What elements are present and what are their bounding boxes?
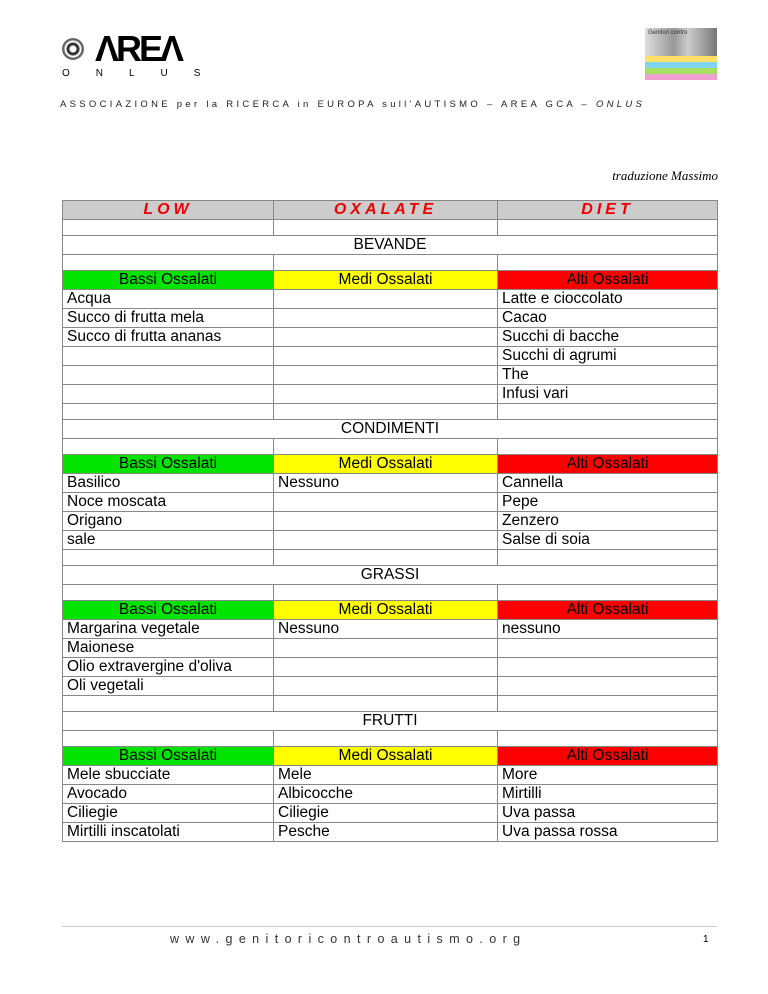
food-row (63, 385, 718, 404)
food-cell: Nessuno (274, 620, 498, 639)
blank-cell (63, 439, 274, 455)
title-oxalate: OXALATE (274, 201, 498, 220)
food-cell: Uva passa (498, 804, 718, 823)
food-row (63, 804, 718, 823)
banner-title: Genitori contro (648, 30, 688, 36)
blank-cell (274, 439, 498, 455)
label-med: Medi Ossalati (274, 271, 498, 290)
food-cell (274, 347, 498, 366)
food-cell (274, 658, 498, 677)
level-header-row (63, 455, 718, 474)
food-cell: Pesche (274, 823, 498, 842)
blank-cell (274, 255, 498, 271)
blank-cell (498, 255, 718, 271)
title-diet: DIET (498, 201, 718, 220)
food-cell: Oli vegetali (63, 677, 274, 696)
section-row (63, 712, 718, 731)
food-cell: The (498, 366, 718, 385)
area-logo (62, 28, 227, 80)
blank-cell (498, 439, 718, 455)
food-cell (63, 347, 274, 366)
label-high: Alti Ossalati (498, 455, 718, 474)
food-cell: Succhi di bacche (498, 328, 718, 347)
food-cell: Ciliegie (63, 804, 274, 823)
food-cell: Infusi vari (498, 385, 718, 404)
blank-cell (63, 404, 274, 420)
blank-cell (63, 255, 274, 271)
label-med: Medi Ossalati (274, 747, 498, 766)
food-cell (274, 639, 498, 658)
food-cell: Mele sbucciate (63, 766, 274, 785)
title-row (63, 201, 718, 220)
blank-cell (274, 731, 498, 747)
blank-cell (274, 220, 498, 236)
food-row (63, 474, 718, 493)
food-row (63, 823, 718, 842)
food-row (63, 309, 718, 328)
footer-url: www.genitoricontroautismo.org (170, 932, 527, 946)
label-high: Alti Ossalati (498, 747, 718, 766)
label-med: Medi Ossalati (274, 455, 498, 474)
food-cell (274, 290, 498, 309)
food-cell: Salse di soia (498, 531, 718, 550)
food-cell (274, 385, 498, 404)
food-cell: Basilico (63, 474, 274, 493)
food-cell (274, 309, 498, 328)
level-header-row (63, 601, 718, 620)
food-cell (274, 531, 498, 550)
food-cell (498, 677, 718, 696)
blank-cell (498, 550, 718, 566)
section-title: GRASSI (63, 566, 718, 585)
label-low: Bassi Ossalati (63, 455, 274, 474)
food-cell (274, 512, 498, 531)
food-row (63, 677, 718, 696)
section-row (63, 566, 718, 585)
food-row (63, 512, 718, 531)
label-low: Bassi Ossalati (63, 747, 274, 766)
header-main: ASSOCIAZIONE per la RICERCA in EUROPA sull'AUTISMO – AREA GCA – (60, 99, 596, 110)
banner-photo (645, 28, 717, 56)
title-low: LOW (63, 201, 274, 220)
food-cell (498, 658, 718, 677)
blank-cell (63, 696, 274, 712)
food-row (63, 785, 718, 804)
food-row (63, 531, 718, 550)
food-cell: Pepe (498, 493, 718, 512)
food-cell: Latte e cioccolato (498, 290, 718, 309)
footer-rule (62, 926, 717, 927)
food-row (63, 766, 718, 785)
food-cell: Cannella (498, 474, 718, 493)
label-high: Alti Ossalati (498, 271, 718, 290)
food-cell (274, 677, 498, 696)
food-cell: Mele (274, 766, 498, 785)
blank-row (63, 404, 718, 420)
food-row (63, 658, 718, 677)
blank-cell (498, 404, 718, 420)
blank-cell (498, 220, 718, 236)
level-header-row (63, 271, 718, 290)
blank-cell (63, 731, 274, 747)
food-cell: nessuno (498, 620, 718, 639)
food-cell: sale (63, 531, 274, 550)
food-cell: Succo di frutta ananas (63, 328, 274, 347)
food-cell: Acqua (63, 290, 274, 309)
food-cell (274, 493, 498, 512)
food-cell: Succhi di agrumi (498, 347, 718, 366)
food-cell: Mirtilli (498, 785, 718, 804)
food-cell: Margarina vegetale (63, 620, 274, 639)
blank-cell (498, 731, 718, 747)
food-cell: Mirtilli inscatolati (63, 823, 274, 842)
food-cell (274, 366, 498, 385)
level-header-row (63, 747, 718, 766)
label-low: Bassi Ossalati (63, 601, 274, 620)
section-title: FRUTTI (63, 712, 718, 731)
blank-cell (63, 550, 274, 566)
food-cell: Nessuno (274, 474, 498, 493)
blank-row (63, 585, 718, 601)
blank-cell (274, 404, 498, 420)
blank-cell (498, 696, 718, 712)
food-row (63, 328, 718, 347)
food-cell: Cacao (498, 309, 718, 328)
section-title: BEVANDE (63, 236, 718, 255)
food-cell: Noce moscata (63, 493, 274, 512)
food-row (63, 290, 718, 309)
food-cell: Albicocche (274, 785, 498, 804)
page-number: 1 (703, 934, 709, 945)
translation-note: traduzione Massimo (612, 168, 718, 183)
oxalate-table (62, 200, 718, 842)
food-cell (498, 639, 718, 658)
food-cell: Origano (63, 512, 274, 531)
blank-row (63, 255, 718, 271)
eye-icon (62, 38, 84, 60)
food-cell: Uva passa rossa (498, 823, 718, 842)
food-row (63, 620, 718, 639)
food-cell: Ciliegie (274, 804, 498, 823)
food-cell: Succo di frutta mela (63, 309, 274, 328)
association-header (60, 99, 645, 110)
food-cell (274, 328, 498, 347)
food-cell: Avocado (63, 785, 274, 804)
food-row (63, 347, 718, 366)
header-onlus: ONLUS (595, 99, 646, 110)
blank-cell (498, 585, 718, 601)
logo-word: ΛREΛ (95, 28, 182, 69)
section-title: CONDIMENTI (63, 420, 718, 439)
food-row (63, 639, 718, 658)
food-cell: Olio extravergine d'oliva (63, 658, 274, 677)
blank-cell (63, 585, 274, 601)
blank-row (63, 696, 718, 712)
label-high: Alti Ossalati (498, 601, 718, 620)
food-cell: More (498, 766, 718, 785)
food-cell: Zenzero (498, 512, 718, 531)
genitori-banner (645, 28, 717, 80)
banner-stripe-pink (645, 74, 717, 80)
label-med: Medi Ossalati (274, 601, 498, 620)
blank-cell (63, 220, 274, 236)
section-row (63, 236, 718, 255)
food-row (63, 493, 718, 512)
section-row (63, 420, 718, 439)
blank-cell (274, 550, 498, 566)
logo-sub: ONLUS (62, 68, 227, 79)
food-cell: Maionese (63, 639, 274, 658)
blank-row (63, 550, 718, 566)
food-cell (63, 385, 274, 404)
blank-row (63, 731, 718, 747)
blank-cell (274, 585, 498, 601)
food-row (63, 366, 718, 385)
label-low: Bassi Ossalati (63, 271, 274, 290)
blank-cell (274, 696, 498, 712)
blank-row (63, 220, 718, 236)
blank-row (63, 439, 718, 455)
food-cell (63, 366, 274, 385)
